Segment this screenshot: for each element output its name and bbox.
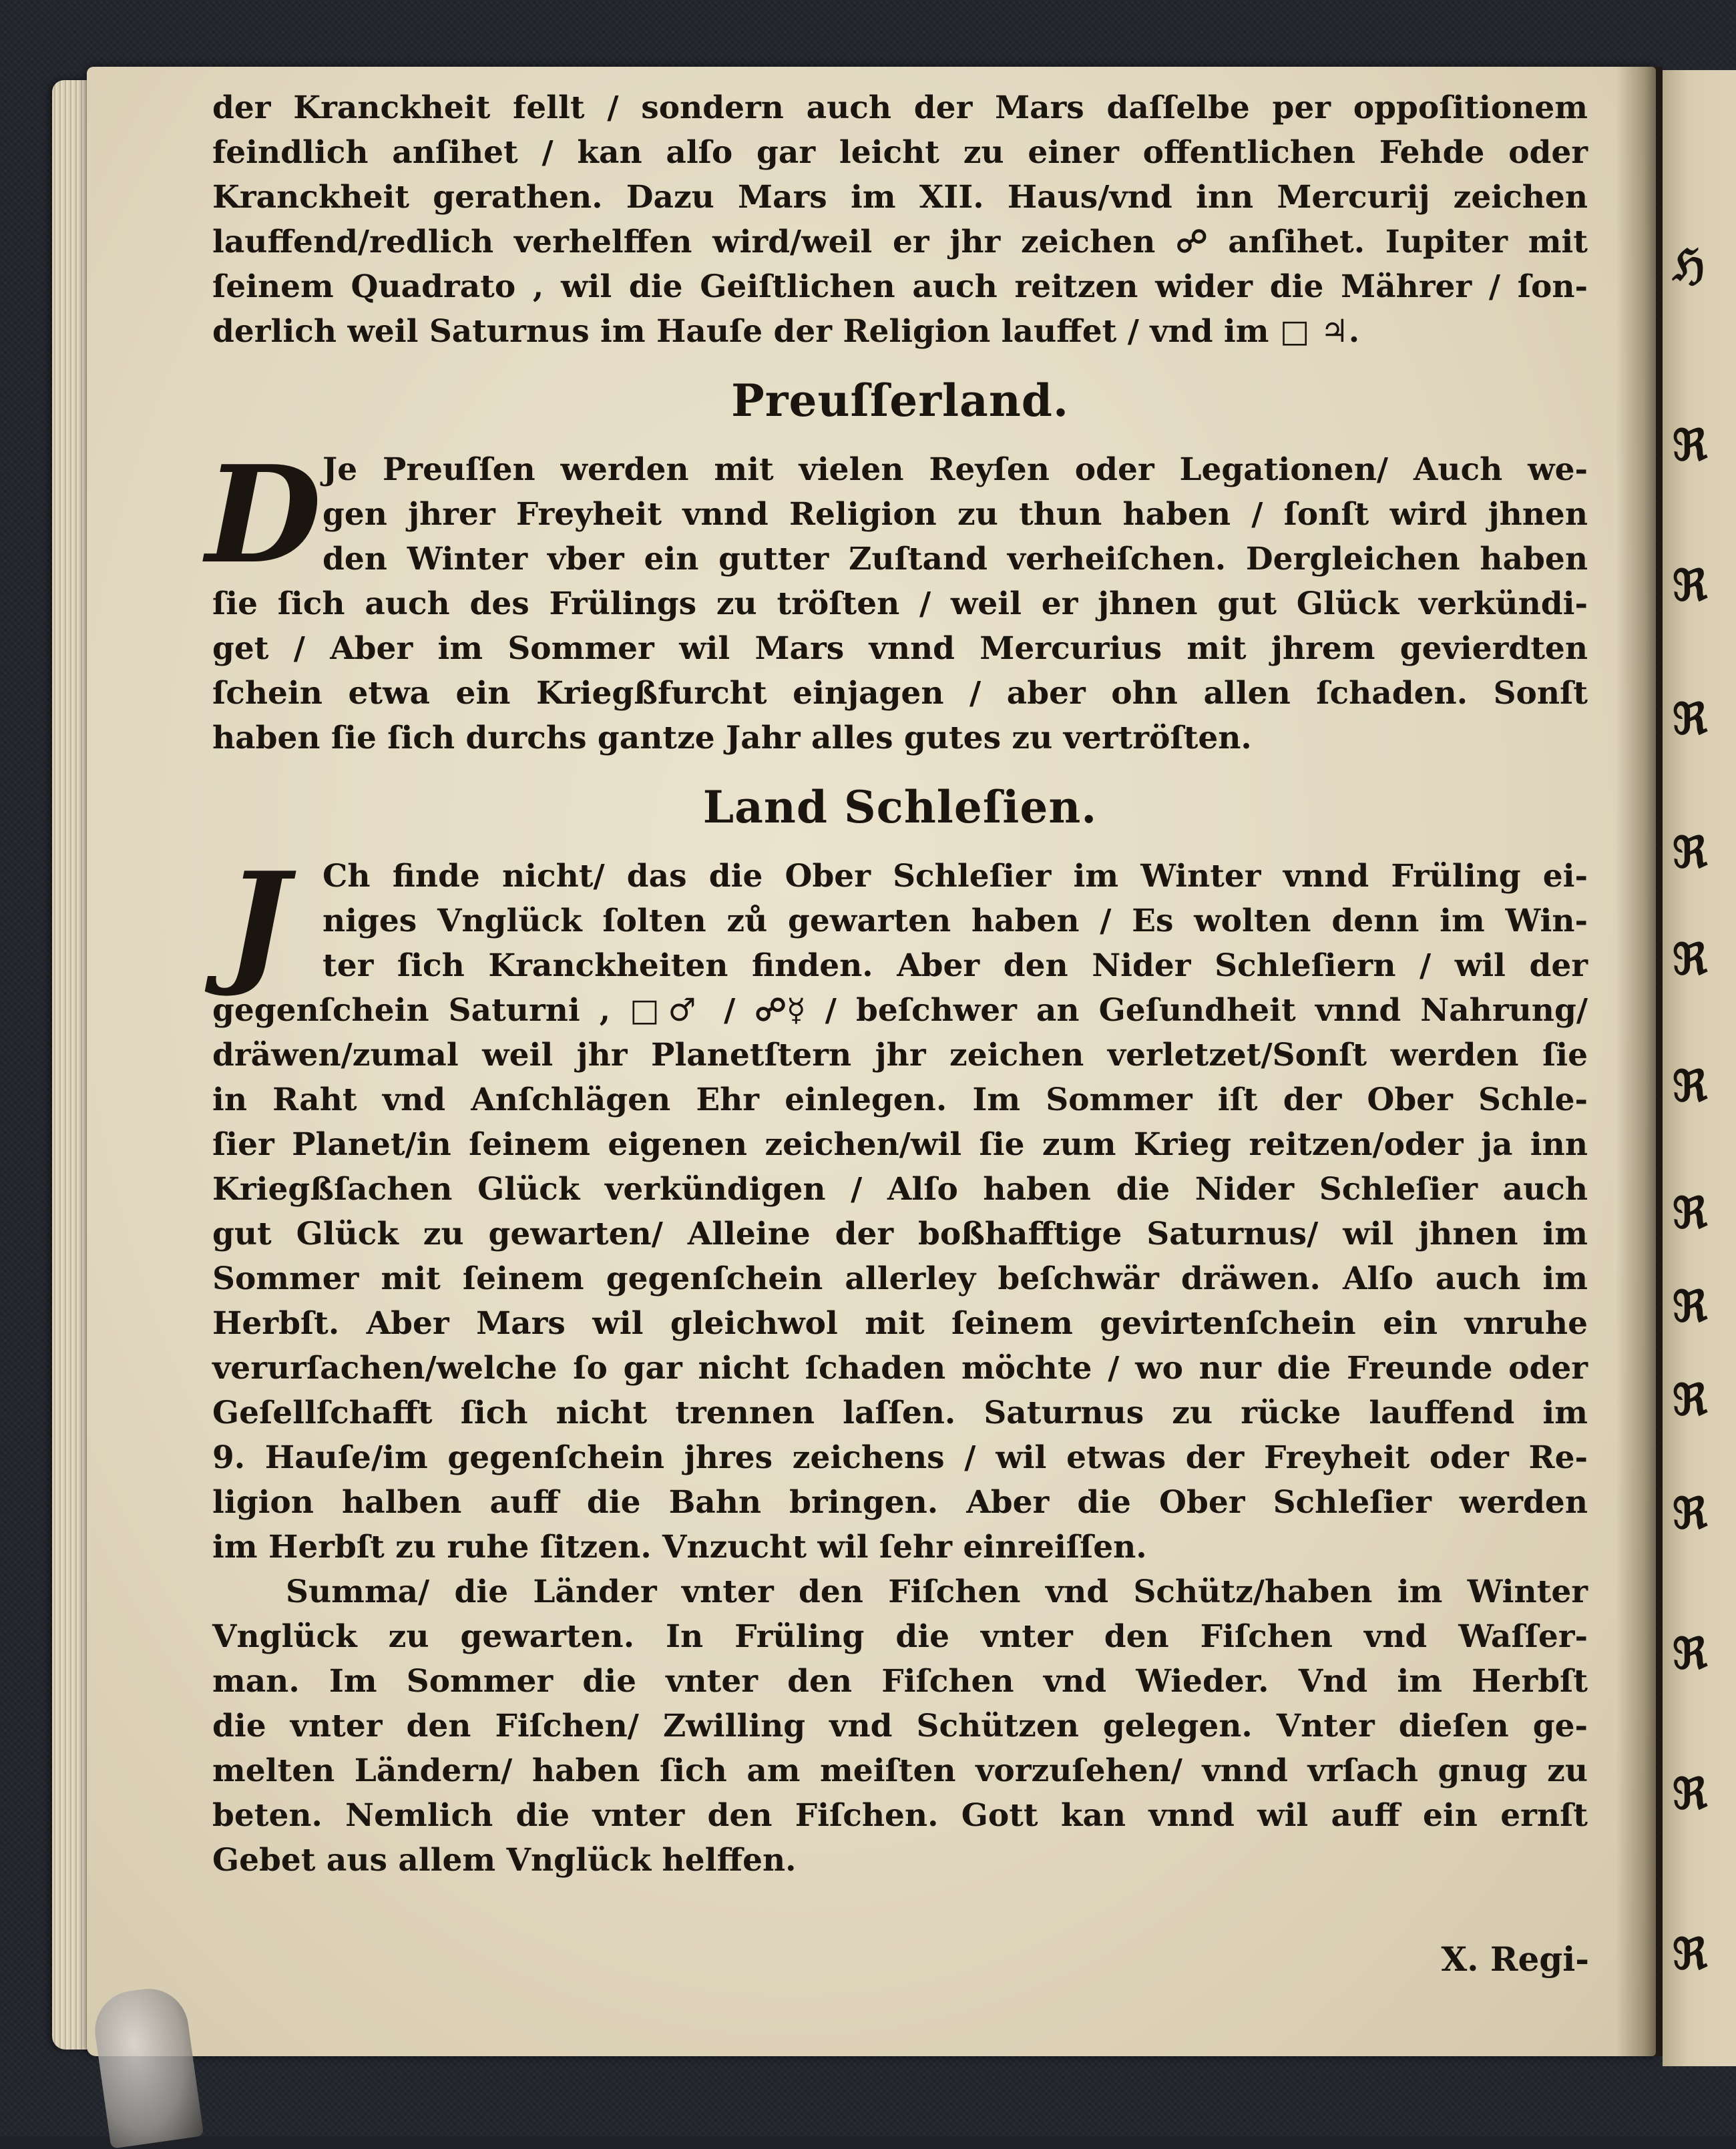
section-heading-preusserland: Preuſſerland. bbox=[731, 375, 1069, 427]
text-line: verurſachen/welche ſo gar nicht ſchaden möchte / wo nur die Freunde oder bbox=[212, 1350, 1588, 1387]
text-line: haben ſie ſich durchs gantze Jahr alles gutes zu vertröſten. bbox=[212, 720, 1252, 756]
text-line: in Raht vnd Anſchlägen Ehr einlegen. Im Sommer iſt der Ober Schle- bbox=[212, 1082, 1588, 1118]
text-line: im Herbſt zu ruhe ſitzen. Vnzucht wil ſehr einreiſſen. bbox=[212, 1529, 1147, 1566]
facing-page-glyph: ℜ bbox=[1673, 1061, 1708, 1112]
text-line: dräwen/zumal weil jhr Planetſtern jhr zeichen verletzet/Sonſt werden ſie bbox=[212, 1037, 1588, 1073]
text-line: Summa/ die Länder vnter den Fiſchen vnd Schütz/haben im Winter bbox=[286, 1574, 1588, 1610]
text-line: Je Preuſſen werden mit vielen Reyſen oder Legationen/ Auch we- bbox=[322, 451, 1588, 488]
text-line: Geſellſchafft ſich nicht trennen laſſen. Saturnus zu rücke lauffend im bbox=[212, 1395, 1588, 1431]
facing-page-glyph: ℜ bbox=[1673, 828, 1708, 878]
facing-page-glyph: ℜ bbox=[1673, 1188, 1708, 1238]
facing-page-glyph: ℜ bbox=[1673, 694, 1708, 744]
text-line: der Kranckheit fellt / sondern auch der Mars daſſelbe per oppoſitionem bbox=[212, 89, 1588, 126]
continuation-paragraph bbox=[212, 85, 1588, 354]
facing-page-glyph: ℜ bbox=[1673, 1629, 1708, 1679]
text-line: ſeinem Quadrato , wil die Geiſtlichen auch reitzen wider die Mährer / ſon- bbox=[212, 268, 1588, 305]
text-line: ter ſich Kranckheiten finden. Aber den Nider Schleſiern / wil der bbox=[322, 947, 1588, 984]
text-line: feindlich anſihet / kan alſo gar leicht zu einer offentlichen Fehde oder bbox=[212, 134, 1588, 171]
page-text bbox=[206, 85, 1588, 1883]
preusserland-paragraph bbox=[206, 437, 1588, 760]
text-line: Herbſt. Aber Mars wil gleichwol mit ſeinem gevirtenſchein ein vnruhe bbox=[212, 1305, 1588, 1342]
facing-page-glyph: ℜ bbox=[1673, 1282, 1708, 1332]
facing-page-glyph: ℜ bbox=[1673, 1769, 1708, 1819]
text-line: 9. Hauſe/im gegenſchein jhres zeichens / wil etwas der Freyheit oder Re- bbox=[212, 1439, 1588, 1476]
text-line: melten Ländern/ haben ſich am meiſten vorzuſehen/ vnnd vrſach gnug zu bbox=[212, 1752, 1588, 1789]
text-line: Kranckheit gerathen. Dazu Mars im XII. Haus/vnd inn Mercurij zeichen bbox=[212, 179, 1588, 216]
text-line: Ch finde nicht/ das die Ober Schleſier im Winter vnnd Früling ei- bbox=[322, 858, 1588, 895]
summa-paragraph bbox=[212, 1570, 1588, 1883]
text-line: ſier Planet/in ſeinem eigenen zeichen/wil ſie zum Krieg reitzen/oder ja inn bbox=[212, 1126, 1588, 1163]
text-line: gegenſchein Saturni , □♂ / ☍☿ / beſchwer an Geſundheit vnnd Nahrung/ bbox=[212, 992, 1588, 1029]
text-line: beten. Nemlich die vnter den Fiſchen. Gott kan vnnd wil auff ein ernſt bbox=[212, 1797, 1588, 1834]
text-line: ſchein etwa ein Kriegßfurcht einjagen / aber ohn allen ſchaden. Sonſt bbox=[212, 675, 1588, 712]
book-gutter bbox=[1616, 67, 1663, 2056]
text-line: Sommer mit ſeinem gegenſchein allerley beſchwär dräwen. Alſo auch im bbox=[212, 1260, 1588, 1297]
catchword: X. Regi- bbox=[1441, 1939, 1589, 1979]
text-line: gut Glück zu gewarten/ Alleine der boßhafftige Saturnus/ wil jhnen im bbox=[212, 1216, 1588, 1252]
facing-page-glyph: ℜ bbox=[1673, 1929, 1708, 1979]
text-line: Kriegßſachen Glück verkündigen / Alſo haben die Nider Schleſier auch bbox=[212, 1171, 1588, 1208]
facing-page-glyph: ℜ bbox=[1673, 1375, 1708, 1425]
text-line: Gebet aus allem Vnglück helffen. bbox=[212, 1842, 797, 1879]
text-line: den Winter vber ein gutter Zuſtand verheiſchen. Dergleichen haben bbox=[322, 541, 1588, 577]
facing-page-glyph: ℜ bbox=[1673, 935, 1708, 985]
facing-page-glyph: ℜ bbox=[1673, 1489, 1708, 1539]
text-line: Vnglück zu gewarten. In Früling die vnter den Fiſchen vnd Waſſer- bbox=[212, 1618, 1588, 1655]
text-line: get / Aber im Sommer wil Mars vnnd Mercurius mit jhrem gevierdten bbox=[212, 630, 1588, 667]
facing-page-glyph: ℜ bbox=[1673, 561, 1708, 611]
drop-cap: J bbox=[226, 843, 289, 1000]
text-line: die vnter den Fiſchen/ Zwilling vnd Schützen gelegen. Vnter dieſen ge- bbox=[212, 1708, 1588, 1744]
text-line: ſie ſich auch des Frülings zu tröſten / weil er jhnen gut Glück verkündi- bbox=[212, 585, 1588, 622]
text-line: gen jhrer Freyheit vnnd Religion zu thun haben / ſonſt wird jhnen bbox=[322, 496, 1588, 533]
schlesien-paragraph bbox=[212, 843, 1588, 1570]
text-line: lauffend/redlich verhelffen wird/weil er jhr zeichen ☍ anſihet. Iupiter mit bbox=[212, 224, 1588, 260]
text-line: niges Vnglück ſolten zů gewarten haben / Es wolten denn im Win- bbox=[322, 903, 1588, 939]
text-line: derlich weil Saturnus im Hauſe der Religion lauffet / vnd im □ ♃. bbox=[212, 313, 1360, 350]
section-heading-schlesien: Land Schleſien. bbox=[702, 781, 1098, 833]
drop-cap: D bbox=[206, 437, 322, 593]
facing-page-glyph: ℜ bbox=[1673, 421, 1708, 471]
text-line: ligion halben auff die Bahn bringen. Aber die Ober Schleſier werden bbox=[212, 1484, 1588, 1521]
facing-page-glyph: ℌ bbox=[1673, 240, 1705, 290]
text-line: man. Im Sommer die vnter den Fiſchen vnd Wieder. Vnd im Herbſt bbox=[212, 1663, 1588, 1700]
